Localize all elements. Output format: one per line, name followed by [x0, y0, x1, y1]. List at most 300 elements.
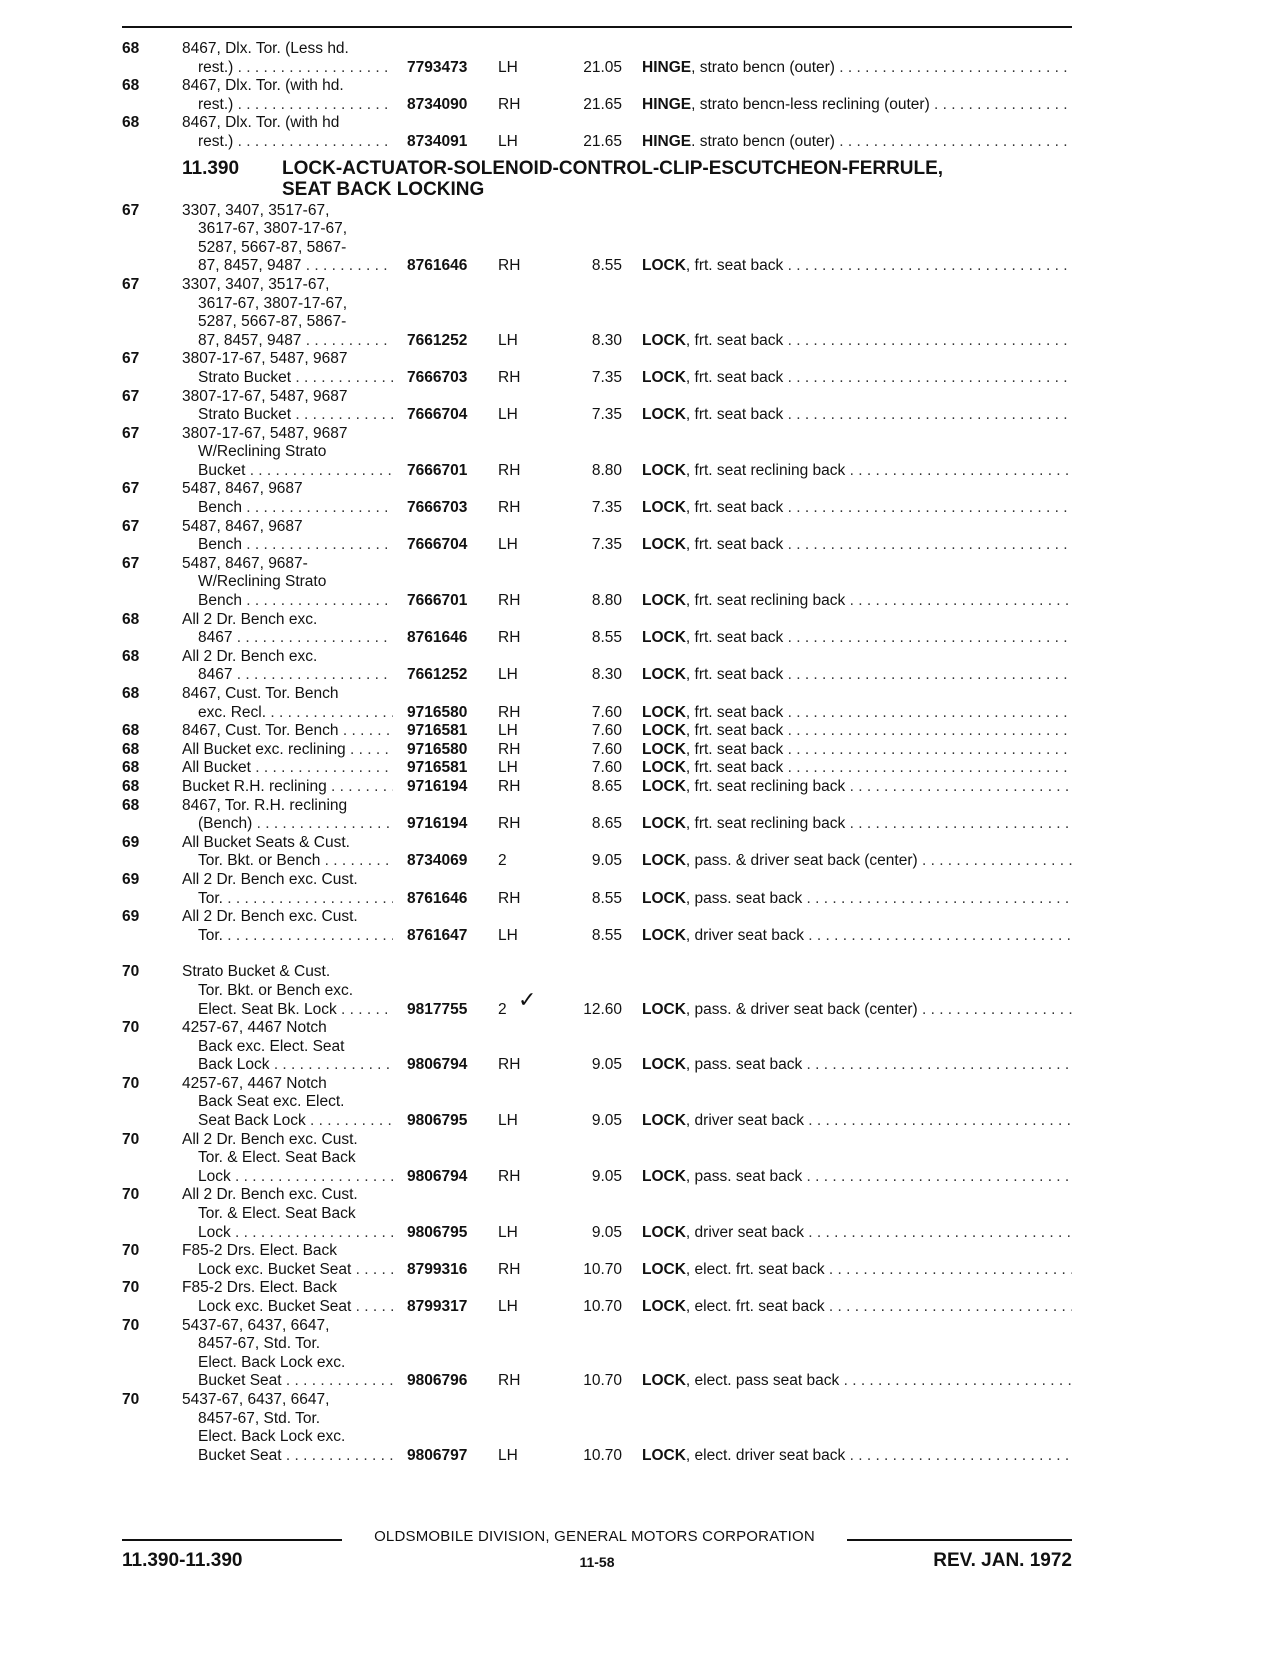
part-number: 9716581 — [407, 722, 468, 740]
part-name: LOCK — [642, 406, 686, 424]
entry-line — [122, 462, 1072, 481]
part-name: LOCK — [642, 777, 686, 795]
part-number: 9716580 — [407, 703, 468, 721]
model-application: Tor. Bkt. or Bench exc. — [198, 981, 354, 999]
part-detail: , frt. seat back — [685, 740, 784, 758]
side-or-quantity: LH — [498, 1298, 518, 1315]
part-name: LOCK — [642, 1446, 686, 1464]
part-name: HINGE — [642, 95, 692, 113]
part-description — [642, 59, 1072, 78]
side-or-quantity: LH — [498, 722, 518, 740]
part-detail: , frt. seat back — [685, 499, 784, 517]
model-application: 3617-67, 3807-17-67, — [198, 294, 348, 312]
model-application: 4257-67, 4467 Notch — [182, 1019, 327, 1037]
top-rule — [122, 26, 1072, 28]
entry-line — [122, 1279, 1072, 1298]
model-application: Lock exc. Bucket Seat . . . — [198, 1261, 393, 1280]
entry-line — [122, 685, 1072, 704]
part-name: LOCK — [642, 629, 686, 647]
entry-line — [122, 1038, 1072, 1057]
entry-line — [122, 133, 1072, 152]
model-year: 67 — [122, 275, 140, 293]
entry-line — [122, 1112, 1072, 1131]
entry-line — [122, 1019, 1072, 1038]
part-detail: , driver seat back — [685, 1223, 804, 1241]
parts-entry — [122, 1317, 1072, 1391]
entry-line — [122, 1354, 1072, 1373]
model-application: 8467 . . . — [198, 629, 393, 648]
part-detail: , frt. seat back — [685, 666, 784, 684]
model-application: 8467, Cust. Tor. Bench — [182, 685, 339, 702]
part-description — [642, 1447, 1072, 1466]
part-detail: , pass. & driver seat back (center) — [685, 852, 918, 870]
parts-entry — [122, 202, 1072, 276]
entry-line — [122, 114, 1072, 133]
part-number: 8761646 — [407, 889, 468, 907]
part-detail: , strato bencn (outer) — [691, 58, 835, 76]
part-description — [642, 1261, 1072, 1280]
entry-line — [122, 704, 1072, 723]
model-application: 3807-17-67, 5487, 9687 — [182, 424, 348, 442]
part-name: LOCK — [642, 461, 686, 479]
model-year: 68 — [122, 647, 140, 665]
side-or-quantity: RH — [498, 368, 521, 386]
part-detail: , frt. seat reclining back — [685, 461, 846, 479]
part-name: LOCK — [642, 1112, 686, 1130]
model-application: Strato Bucket . . . — [198, 369, 393, 388]
model-application: Bucket Seat . . . — [198, 1372, 393, 1391]
model-year: 67 — [122, 517, 140, 535]
part-detail: , elect. driver seat back — [685, 1446, 846, 1464]
part-number: 7666704 — [407, 406, 468, 424]
side-or-quantity: RH — [498, 777, 521, 795]
part-detail: , frt. seat back — [685, 331, 784, 349]
part-name: LOCK — [642, 592, 686, 610]
price: 8.65 — [591, 777, 622, 795]
part-detail: , elect. frt. seat back — [685, 1298, 825, 1315]
entry-line — [122, 443, 1072, 462]
model-year: 68 — [122, 796, 140, 814]
side-or-quantity: RH — [498, 889, 521, 907]
model-application: 3307, 3407, 3517-67, — [182, 201, 330, 219]
part-number: 8799316 — [407, 1260, 468, 1278]
part-description — [642, 1001, 1072, 1020]
part-detail: , driver seat back — [685, 1112, 804, 1130]
entry-line — [122, 1075, 1072, 1094]
part-number: 7666701 — [407, 592, 468, 610]
parts-entry — [122, 778, 1072, 797]
part-description — [642, 536, 1072, 555]
parts-entry — [122, 1242, 1072, 1279]
entry-line — [122, 425, 1072, 444]
footer-rule-right — [847, 1539, 1072, 1541]
model-application: Lock exc. Bucket Seat . . . — [198, 1298, 393, 1317]
model-application: Tor. . . . — [198, 927, 393, 946]
entry-line — [122, 239, 1072, 258]
model-year: 67 — [122, 480, 140, 498]
model-application: rest.) . . . — [198, 96, 393, 115]
parts-entry — [122, 518, 1072, 555]
model-application: Back Lock . . . — [198, 1056, 393, 1075]
model-year: 69 — [122, 908, 140, 926]
entry-line — [122, 573, 1072, 592]
section-number: 11.390 — [182, 157, 240, 179]
parts-entry — [122, 908, 1072, 945]
model-application: Back Seat exc. Elect. — [198, 1093, 345, 1111]
part-detail: , driver seat back — [685, 926, 804, 944]
parts-entry — [122, 114, 1072, 151]
side-or-quantity: 2 — [498, 852, 507, 870]
model-application: 5487, 8467, 9687- — [182, 554, 308, 572]
price: 12.60 — [583, 1000, 622, 1018]
part-name: HINGE — [642, 132, 692, 150]
part-number: 9806795 — [407, 1223, 468, 1241]
part-number: 7793473 — [407, 58, 468, 76]
price: 10.70 — [583, 1298, 622, 1315]
price: 8.65 — [591, 815, 622, 833]
model-application: 5287, 5667-87, 5867- — [198, 313, 347, 331]
part-name: LOCK — [642, 740, 686, 758]
entry-line — [122, 1317, 1072, 1336]
entry-line — [122, 982, 1072, 1001]
parts-entry — [122, 555, 1072, 611]
part-detail: . strato bencn (outer) — [691, 132, 835, 150]
entry-line — [122, 1093, 1072, 1112]
part-detail: , frt. seat back — [685, 722, 784, 740]
parts-entry — [122, 722, 1072, 741]
model-application: Elect. Seat Bk. Lock . . . — [198, 1001, 393, 1020]
model-application: Elect. Back Lock exc. — [198, 1428, 346, 1446]
model-application: 87, 8457, 9487 . . . — [198, 257, 393, 276]
price: 8.30 — [591, 666, 622, 684]
side-or-quantity: RH — [498, 815, 521, 833]
model-application: exc. Recl. . . . — [198, 704, 393, 723]
part-name: LOCK — [642, 1056, 686, 1074]
parts-entry — [122, 350, 1072, 387]
part-number: 8761646 — [407, 629, 468, 647]
price: 9.05 — [591, 1056, 622, 1074]
entry-line — [122, 908, 1072, 927]
side-or-quantity: LH — [498, 58, 518, 76]
part-detail: , pass. seat back — [685, 889, 803, 907]
part-detail: , frt. seat back — [685, 703, 784, 721]
part-name: LOCK — [642, 331, 686, 349]
parts-entry — [122, 797, 1072, 834]
parts-entry — [122, 40, 1072, 77]
price: 9.05 — [591, 1223, 622, 1241]
model-application: 4257-67, 4467 Notch — [182, 1074, 327, 1092]
model-application: 5437-67, 6437, 6647, — [182, 1316, 330, 1334]
part-name: LOCK — [642, 889, 686, 907]
model-year: 68 — [122, 759, 140, 777]
entry-line — [122, 629, 1072, 648]
entry-line — [122, 220, 1072, 239]
part-name: LOCK — [642, 1167, 686, 1185]
page-footer — [122, 1528, 1072, 1588]
part-detail: , pass. seat back — [685, 1167, 803, 1185]
part-description — [642, 778, 1072, 797]
entry-line — [122, 927, 1072, 946]
price: 8.80 — [591, 592, 622, 610]
model-application: Strato Bucket & Cust. — [182, 963, 331, 981]
entry-line — [122, 313, 1072, 332]
parts-entry — [122, 480, 1072, 517]
part-description — [642, 1056, 1072, 1075]
model-year: 68 — [122, 685, 140, 702]
price: 21.05 — [583, 58, 622, 76]
model-year: 70 — [122, 1186, 140, 1204]
model-application: 5287, 5667-87, 5867- — [198, 238, 347, 256]
part-number: 7666704 — [407, 536, 468, 554]
parts-entry — [122, 648, 1072, 685]
entry-line — [122, 295, 1072, 314]
entry-line — [122, 1391, 1072, 1410]
model-year: 68 — [122, 610, 140, 628]
side-or-quantity: RH — [498, 461, 521, 479]
model-application: Lock . . . — [198, 1224, 393, 1243]
model-year: 70 — [122, 1074, 140, 1092]
parts-entry — [122, 685, 1072, 722]
part-description — [642, 1168, 1072, 1187]
part-name: LOCK — [642, 815, 686, 833]
entry-line — [122, 759, 1072, 778]
parts-entry — [122, 1279, 1072, 1316]
side-or-quantity: RH — [498, 703, 521, 721]
side-or-quantity: RH — [498, 1056, 521, 1074]
price: 9.05 — [591, 852, 622, 870]
part-description — [642, 704, 1072, 723]
model-application: Elect. Back Lock exc. — [198, 1353, 346, 1371]
parts-entry — [122, 388, 1072, 425]
part-description — [642, 890, 1072, 909]
entry-line — [122, 369, 1072, 388]
entry-line — [122, 815, 1072, 834]
model-application: 3807-17-67, 5487, 9687 — [182, 387, 348, 405]
part-description — [642, 741, 1072, 760]
parts-entry — [122, 963, 1072, 1019]
footer-rule-left — [122, 1539, 342, 1541]
part-number: 9716194 — [407, 777, 468, 795]
part-number: 7666703 — [407, 499, 468, 517]
model-application: 8467 . . . — [198, 666, 393, 685]
entry-line — [122, 741, 1072, 760]
entry-line — [122, 648, 1072, 667]
part-number: 9806795 — [407, 1112, 468, 1130]
part-detail: , elect. pass seat back — [685, 1372, 840, 1390]
footer-publisher: OLDSMOBILE DIVISION, GENERAL MOTORS CORPORATION — [374, 1528, 815, 1545]
entry-line — [122, 1447, 1072, 1466]
model-application: Bucket . . . — [198, 462, 393, 481]
side-or-quantity: LH — [498, 1223, 518, 1241]
price: 7.35 — [591, 368, 622, 386]
model-application: 8467, Dlx. Tor. (Less hd. — [182, 40, 349, 57]
parts-list — [122, 40, 1072, 1465]
part-name: LOCK — [642, 703, 686, 721]
entry-line — [122, 1410, 1072, 1429]
entry-line — [122, 1242, 1072, 1261]
entry-line — [122, 350, 1072, 369]
section-title-line-2: SEAT BACK LOCKING — [282, 178, 485, 200]
part-number: 9817755 — [407, 1000, 468, 1018]
part-number: 8734069 — [407, 852, 468, 870]
model-application: Bucket R.H. reclining . . . — [182, 778, 393, 797]
part-number: 9806794 — [407, 1056, 468, 1074]
part-detail: , elect. frt. seat back — [685, 1260, 825, 1278]
parts-entry — [122, 1019, 1072, 1075]
part-description — [642, 1224, 1072, 1243]
section-title-line-1: LOCK-ACTUATOR-SOLENOID-CONTROL-CLIP-ESCUTCHEON-FERRULE, — [282, 157, 944, 179]
price: 7.60 — [591, 722, 622, 740]
part-detail: , frt. seat back — [685, 759, 784, 777]
part-description — [642, 815, 1072, 834]
part-detail: , frt. seat back — [685, 257, 784, 275]
entry-line — [122, 1149, 1072, 1168]
model-application: W/Reclining Strato — [198, 573, 327, 591]
part-description — [642, 927, 1072, 946]
parts-entry — [122, 1186, 1072, 1242]
entry-line — [122, 1335, 1072, 1354]
side-or-quantity: RH — [498, 740, 521, 758]
entry-line — [122, 1186, 1072, 1205]
model-application: Bucket Seat . . . — [198, 1447, 393, 1466]
model-application: Lock . . . — [198, 1168, 393, 1187]
hinge-entries — [122, 40, 1072, 152]
entry-line — [122, 276, 1072, 295]
model-application: 5487, 8467, 9687 — [182, 480, 303, 498]
model-year: 70 — [122, 1019, 140, 1037]
model-application: 8467, Dlx. Tor. (with hd — [182, 114, 340, 132]
model-year: 67 — [122, 201, 140, 219]
part-number: 8761646 — [407, 257, 468, 275]
model-year: 67 — [122, 554, 140, 572]
side-or-quantity: RH — [498, 592, 521, 610]
price: 9.05 — [591, 1167, 622, 1185]
entry-line — [122, 592, 1072, 611]
part-description — [642, 852, 1072, 871]
part-name: LOCK — [642, 536, 686, 554]
model-year: 69 — [122, 833, 140, 851]
section-header — [122, 158, 1072, 200]
part-name: HINGE — [642, 58, 692, 76]
entry-line — [122, 257, 1072, 276]
model-application: Tor. . . . — [198, 890, 393, 909]
parts-entry — [122, 276, 1072, 350]
model-year: 68 — [122, 777, 140, 795]
parts-entry — [122, 834, 1072, 871]
part-number: 8734091 — [407, 132, 468, 150]
part-number: 7661252 — [407, 331, 468, 349]
part-detail: , pass. seat back — [685, 1056, 803, 1074]
model-application: Bench . . . — [198, 592, 393, 611]
entry-line — [122, 96, 1072, 115]
price: 8.55 — [591, 889, 622, 907]
part-number: 8734090 — [407, 95, 468, 113]
part-number: 7661252 — [407, 666, 468, 684]
part-description — [642, 722, 1072, 741]
part-detail: , frt. seat reclining back — [685, 592, 846, 610]
model-application: 5487, 8467, 9687 — [182, 517, 303, 535]
part-description — [642, 666, 1072, 685]
part-number: 9806797 — [407, 1446, 468, 1464]
part-description — [642, 592, 1072, 611]
part-detail: , strato bencn-less reclining (outer) — [691, 95, 930, 113]
entry-line — [122, 852, 1072, 871]
part-description — [642, 759, 1072, 778]
model-year: 67 — [122, 387, 140, 405]
parts-entry — [122, 759, 1072, 778]
entry-line — [122, 890, 1072, 909]
model-year: 68 — [122, 40, 140, 57]
entry-line — [122, 1131, 1072, 1150]
model-year: 70 — [122, 1242, 140, 1260]
price: 10.70 — [583, 1372, 622, 1390]
part-detail: , frt. seat reclining back — [685, 815, 846, 833]
model-application: Strato Bucket . . . — [198, 406, 393, 425]
entry-line — [122, 1056, 1072, 1075]
side-or-quantity: LH — [498, 666, 518, 684]
model-year: 70 — [122, 1130, 140, 1148]
model-year: 70 — [122, 1279, 140, 1297]
part-number: 8799317 — [407, 1298, 468, 1315]
side-or-quantity: LH — [498, 331, 518, 349]
side-or-quantity: LH — [498, 132, 518, 150]
part-name: LOCK — [642, 257, 686, 275]
model-year: 67 — [122, 424, 140, 442]
part-name: LOCK — [642, 1298, 686, 1315]
part-number: 9716580 — [407, 740, 468, 758]
part-name: LOCK — [642, 1260, 686, 1278]
model-application: Bench . . . — [198, 536, 393, 555]
entry-line — [122, 1224, 1072, 1243]
parts-entry — [122, 611, 1072, 648]
entry-line — [122, 536, 1072, 555]
section-title — [282, 158, 1062, 200]
model-application: All Bucket . . . — [182, 759, 393, 778]
model-application: Tor. & Elect. Seat Back — [198, 1205, 356, 1223]
model-application: 8467, Cust. Tor. Bench . . . — [182, 722, 393, 741]
part-name: LOCK — [642, 722, 686, 740]
model-year: 69 — [122, 870, 140, 888]
entry-line — [122, 59, 1072, 78]
parts-entry — [122, 1131, 1072, 1187]
part-detail: , pass. & driver seat back (center) — [685, 1000, 918, 1018]
model-application: All 2 Dr. Bench exc. Cust. — [182, 1186, 358, 1204]
entry-line — [122, 406, 1072, 425]
side-or-quantity: LH — [498, 1112, 518, 1130]
model-application: W/Reclining Strato — [198, 443, 327, 461]
entry-line — [122, 40, 1072, 59]
price: 7.35 — [591, 406, 622, 424]
model-application: 8467, Dlx. Tor. (with hd. — [182, 77, 344, 95]
price: 7.60 — [591, 759, 622, 777]
entry-line — [122, 834, 1072, 853]
price: 7.35 — [591, 536, 622, 554]
part-detail: , frt. seat back — [685, 406, 784, 424]
lock-entries — [122, 202, 1072, 1466]
model-year: 68 — [122, 740, 140, 758]
entry-line — [122, 722, 1072, 741]
part-description — [642, 257, 1072, 276]
price: 7.35 — [591, 499, 622, 517]
part-number: 7666703 — [407, 368, 468, 386]
entry-line — [122, 1261, 1072, 1280]
footer-revision: REV. JAN. 1972 — [933, 1550, 1072, 1571]
footer-section-range: 11.390-11.390 — [122, 1550, 243, 1571]
parts-entry — [122, 425, 1072, 481]
model-application: F85-2 Drs. Elect. Back — [182, 1279, 338, 1297]
part-number: 9716194 — [407, 815, 468, 833]
model-year: 68 — [122, 722, 140, 740]
